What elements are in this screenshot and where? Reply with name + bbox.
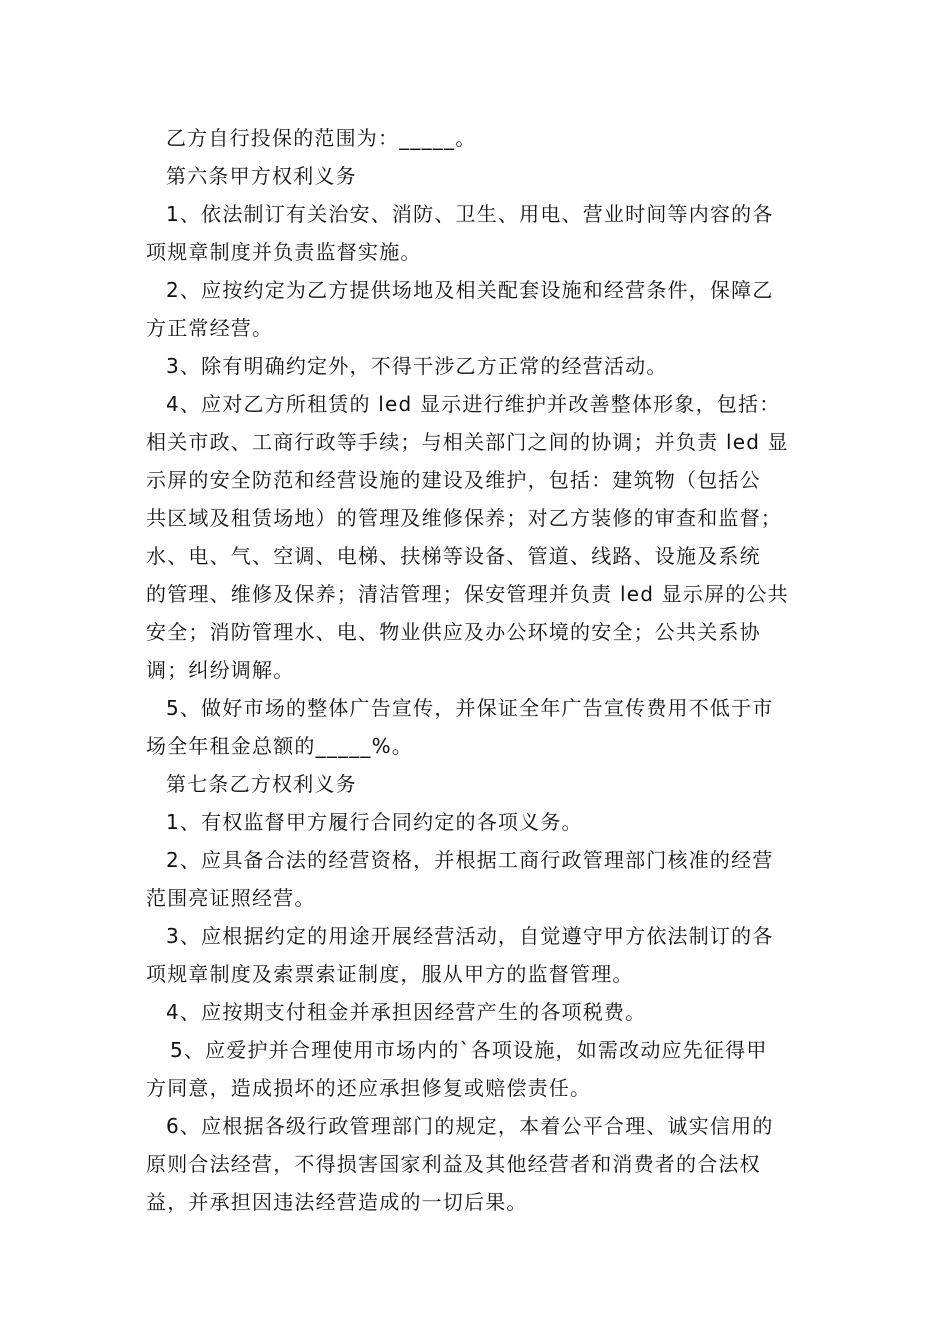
paragraph-line: 相关市政、工商行政等手续；与相关部门之间的协调；并负责 led 显 <box>146 430 789 454</box>
paragraph-line: 2、应按约定为乙方提供场地及相关配套设施和经营条件，保障乙 <box>166 278 774 302</box>
paragraph-insurance-scope: 乙方自行投保的范围为：_____。 <box>166 126 477 150</box>
paragraph-line: 2、应具备合法的经营资格，并根据工商行政管理部门核准的经营 <box>166 848 774 872</box>
paragraph-line: 范围亮证照经营。 <box>146 886 316 910</box>
paragraph-line: 4、应按期支付租金并承担因经营产生的各项税费。 <box>166 1000 647 1024</box>
heading-article-6: 第六条甲方权利义务 <box>166 164 357 188</box>
paragraph-line: 益，并承担因违法经营造成的一切后果。 <box>146 1190 528 1214</box>
paragraph-line: 5、做好市场的整体广告宣传，并保证全年广告宣传费用不低于市 <box>166 696 774 720</box>
heading-article-7: 第七条乙方权利义务 <box>166 772 357 796</box>
paragraph-line: 1、有权监督甲方履行合同约定的各项义务。 <box>166 810 583 834</box>
paragraph-line: 项规章制度并负责监督实施。 <box>146 240 422 264</box>
paragraph-line: 调；纠纷调解。 <box>146 658 295 682</box>
paragraph-line: 3、应根据约定的用途开展经营活动，自觉遵守甲方依法制订的各 <box>166 924 774 948</box>
paragraph-line: 项规章制度及索票索证制度，服从甲方的监督管理。 <box>146 962 634 986</box>
paragraph-line: 1、依法制订有关治安、消防、卫生、用电、营业时间等内容的各 <box>166 202 774 226</box>
paragraph-line: 水、电、气、空调、电梯、扶梯等设备、管道、线路、设施及系统 <box>146 544 761 568</box>
paragraph-line: 示屏的安全防范和经营设施的建设及维护，包括：建筑物（包括公 <box>146 468 761 492</box>
paragraph-line: 场全年租金总额的_____%。 <box>146 734 414 758</box>
paragraph-line: 4、应对乙方所租赁的 led 显示进行维护并改善整体形象，包括： <box>166 392 781 416</box>
paragraph-line: 5、应爱护并合理使用市场内的`各项设施，如需改动应先征得甲 <box>170 1038 768 1062</box>
paragraph-line: 的管理、维修及保养；清洁管理；保安管理并负责 led 显示屏的公共 <box>146 582 789 606</box>
paragraph-line: 原则合法经营，不得损害国家利益及其他经营者和消费者的合法权 <box>146 1152 761 1176</box>
paragraph-line: 安全；消防管理水、电、物业供应及办公环境的安全；公共关系协 <box>146 620 761 644</box>
paragraph-line: 方正常经营。 <box>146 316 274 340</box>
paragraph-line: 方同意，造成损坏的还应承担修复或赔偿责任。 <box>146 1076 592 1100</box>
paragraph-line: 6、应根据各级行政管理部门的规定，本着公平合理、诚实信用的 <box>166 1114 774 1138</box>
paragraph-line: 共区域及租赁场地）的管理及维修保养；对乙方装修的审查和监督； <box>146 506 782 530</box>
paragraph-line: 3、除有明确约定外，不得干涉乙方正常的经营活动。 <box>166 354 668 378</box>
